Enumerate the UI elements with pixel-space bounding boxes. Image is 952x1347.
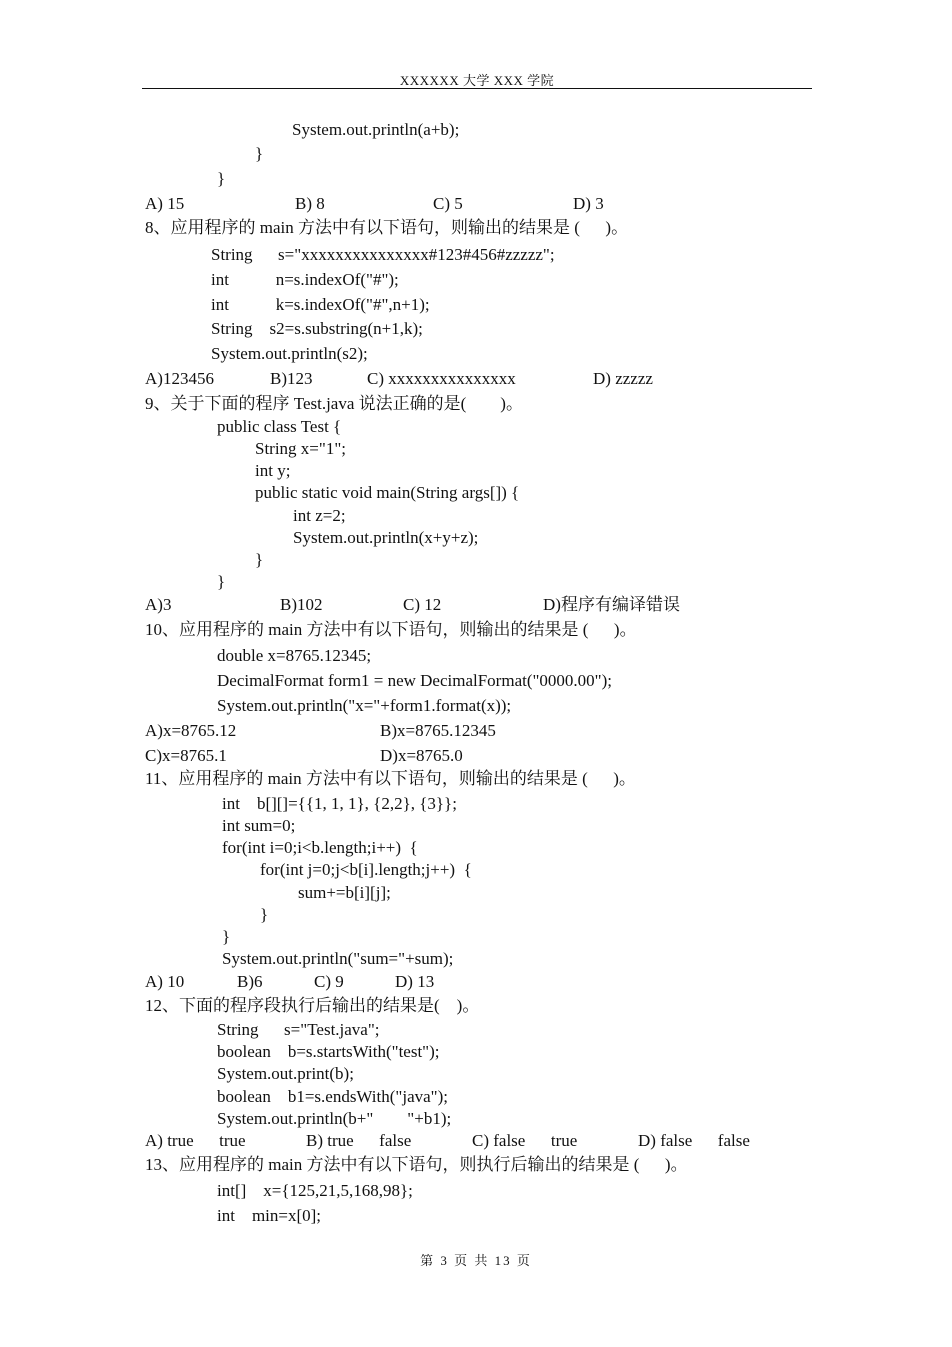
option-a: A)3 <box>145 595 172 614</box>
code-line: public class Test { <box>217 417 342 436</box>
page-footer: 第 3 页 共 13 页 <box>420 1253 532 1268</box>
option-c: C) 9 <box>314 972 344 991</box>
option-c: C) false true <box>472 1131 578 1150</box>
option-c: C)x=8765.1 <box>145 746 227 765</box>
code-line: System.out.println(b+" "+b1); <box>217 1109 452 1128</box>
code-line: System.out.println(a+b); <box>292 120 460 139</box>
code-line: for(int j=0;j<b[i].length;j++) { <box>260 860 472 879</box>
code-line: String x="1"; <box>255 439 347 458</box>
code-line: String s="xxxxxxxxxxxxxxx#123#456#zzzzz"; <box>211 245 555 264</box>
code-line: DecimalFormat form1 = new DecimalFormat("0000.00"); <box>217 671 613 690</box>
code-line: String s2=s.substring(n+1,k); <box>211 319 423 338</box>
code-line: System.out.println("x="+form1.format(x)); <box>217 696 512 715</box>
option-a: A)x=8765.12 <box>145 721 237 740</box>
code-line: } <box>255 144 264 163</box>
code-line: } <box>217 169 226 188</box>
option-c: C) xxxxxxxxxxxxxxx <box>367 369 516 388</box>
option-a: A) 15 <box>145 194 185 213</box>
option-a: A) true true <box>145 1131 246 1150</box>
option-d: D) 3 <box>573 194 604 213</box>
code-line: } <box>255 550 264 569</box>
page-header: XXXXXX 大学 XXX 学院 <box>399 73 555 88</box>
code-line: String s="Test.java"; <box>217 1020 380 1039</box>
option-d: D) zzzzz <box>593 369 653 388</box>
option-b: B)6 <box>237 972 263 991</box>
code-line: } <box>260 905 269 924</box>
option-c: C) 12 <box>403 595 442 614</box>
question-stem: 8、应用程序的 main 方法中有以下语句，则输出的结果是 ( )。 <box>145 218 629 237</box>
code-line: } <box>222 927 231 946</box>
code-line: System.out.println(s2); <box>211 344 368 363</box>
option-d: D)x=8765.0 <box>380 746 463 765</box>
option-d: D) 13 <box>395 972 435 991</box>
code-line: System.out.print(b); <box>217 1064 354 1083</box>
code-line: int k=s.indexOf("#",n+1); <box>211 295 430 314</box>
option-b: B)x=8765.12345 <box>380 721 496 740</box>
option-c: C) 5 <box>433 194 463 213</box>
option-b: B)102 <box>280 595 323 614</box>
code-line: sum+=b[i][j]; <box>298 883 391 902</box>
code-line: int min=x[0]; <box>217 1206 322 1225</box>
code-line: } <box>217 572 226 591</box>
option-a: A)123456 <box>145 369 214 388</box>
code-line: int n=s.indexOf("#"); <box>211 270 399 289</box>
code-line: boolean b1=s.endsWith("java"); <box>217 1087 448 1106</box>
code-line: int z=2; <box>293 506 346 525</box>
code-line: System.out.println("sum="+sum); <box>222 949 454 968</box>
code-line: int sum=0; <box>222 816 296 835</box>
code-line: double x=8765.12345; <box>217 646 372 665</box>
option-b: B)123 <box>270 369 313 388</box>
option-a: A) 10 <box>145 972 185 991</box>
option-d: D)程序有编译错误 <box>543 595 680 614</box>
option-d: D) false false <box>638 1131 750 1150</box>
question-stem: 10、应用程序的 main 方法中有以下语句，则输出的结果是 ( )。 <box>145 620 637 639</box>
code-line: for(int i=0;i<b.length;i++) { <box>222 838 418 857</box>
question-stem: 9、关于下面的程序 Test.java 说法正确的是( )。 <box>145 394 523 413</box>
code-line: int y; <box>255 461 291 480</box>
code-line: System.out.println(x+y+z); <box>293 528 479 547</box>
code-line: int b[][]={{1, 1, 1}, {2,2}, {3}}; <box>222 794 457 813</box>
question-stem: 11、应用程序的 main 方法中有以下语句，则输出的结果是 ( )。 <box>145 769 636 788</box>
option-b: B) 8 <box>295 194 325 213</box>
option-b: B) true false <box>306 1131 412 1150</box>
code-line: boolean b=s.startsWith("test"); <box>217 1042 440 1061</box>
question-stem: 12、下面的程序段执行后输出的结果是( )。 <box>145 996 480 1015</box>
code-line: int[] x={125,21,5,168,98}; <box>217 1181 413 1200</box>
code-line: public static void main(String args[]) { <box>255 483 520 502</box>
header-rule <box>142 88 812 89</box>
question-stem: 13、应用程序的 main 方法中有以下语句，则执行后输出的结果是 ( )。 <box>145 1155 688 1174</box>
